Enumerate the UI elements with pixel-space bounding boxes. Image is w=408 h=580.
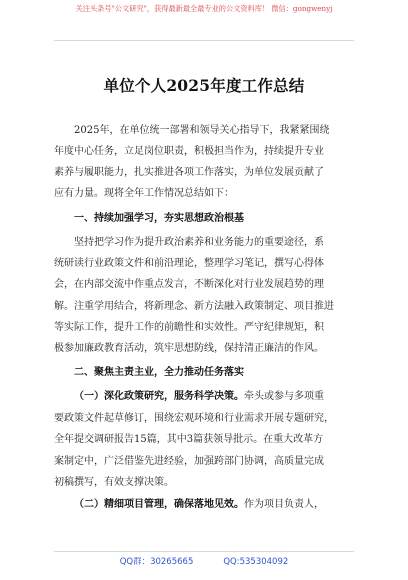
section1-line: 统研读行业政策文件和前沿理论，整理学习笔记，撰写心得体 (54, 258, 324, 269)
subsection-2-text: 作为项目负责人， (244, 499, 324, 510)
subsection-2-title: （二）精细项目管理，确保落地见效。 (74, 499, 244, 510)
header-divider (54, 40, 354, 41)
footer-contact (0, 556, 408, 568)
page-title: 单位个人2025年度工作总结 (103, 76, 305, 95)
subsection-1-first-line (74, 390, 354, 404)
subsection-1-line: 要政策文件起草修订，围绕宏观环境和行业需求开展专题研究， (54, 413, 334, 424)
section-heading-1: 一、持续加强学习，夯实思想政治根基 (74, 213, 244, 224)
section1-line: 会，在内部交流中作重点发言，不断深化对行业发展趋势的理 (54, 279, 324, 290)
intro-line: 素养与履职能力，扎实推进各项工作落实，为单位发展贡献了 (54, 167, 324, 178)
intro-line: 2025年，在单位统一部署和领导关心指导下，我紧紧围绕 (74, 125, 330, 136)
intro-line: 年度中心任务，立足岗位职责，积极担当作为，持续提升专业 (54, 146, 324, 157)
footer-qq: QQ:535304092 (223, 557, 289, 567)
footer-divider (54, 551, 354, 552)
header-banner: 关注头条号"公文研究"，获得最新最全最专业的公文资料库！ 微信：gongwenyj (75, 4, 333, 13)
subsection-1-text: 牵头或参与多项重 (244, 391, 324, 402)
section-heading-2: 二、聚焦主责主业，全力推动任务落实 (74, 367, 244, 378)
section1-line: 解。注重学用结合，将新理念、新方法融入政策制定、项目推进 (54, 301, 334, 312)
subsection-1-line: 初稿撰写，有效支撑决策。 (54, 477, 174, 488)
section1-line: 坚持把学习作为提升政治素养和业务能力的重要途径，系 (74, 237, 324, 248)
intro-line: 应有力量。现将全年工作情况总结如下： (54, 188, 234, 199)
subsection-2-first-line (74, 498, 354, 512)
section1-line: 等实际工作，提升工作的前瞻性和实效性。严守纪律规矩，积 (54, 322, 324, 333)
section1-line: 极参加廉政教育活动，筑牢思想防线，保持清正廉洁的作风。 (54, 343, 324, 354)
footer-qq-group: QQ群：30265665 (119, 557, 194, 567)
subsection-1-title: （一）深化政策研究，服务科学决策。 (74, 391, 244, 402)
subsection-1-line: 全年提交调研报告15篇，其中3篇获领导批示。在重大改革方 (54, 434, 324, 445)
subsection-1-line: 案制定中，广泛借鉴先进经验，加强跨部门协调，高质量完成 (54, 456, 324, 467)
